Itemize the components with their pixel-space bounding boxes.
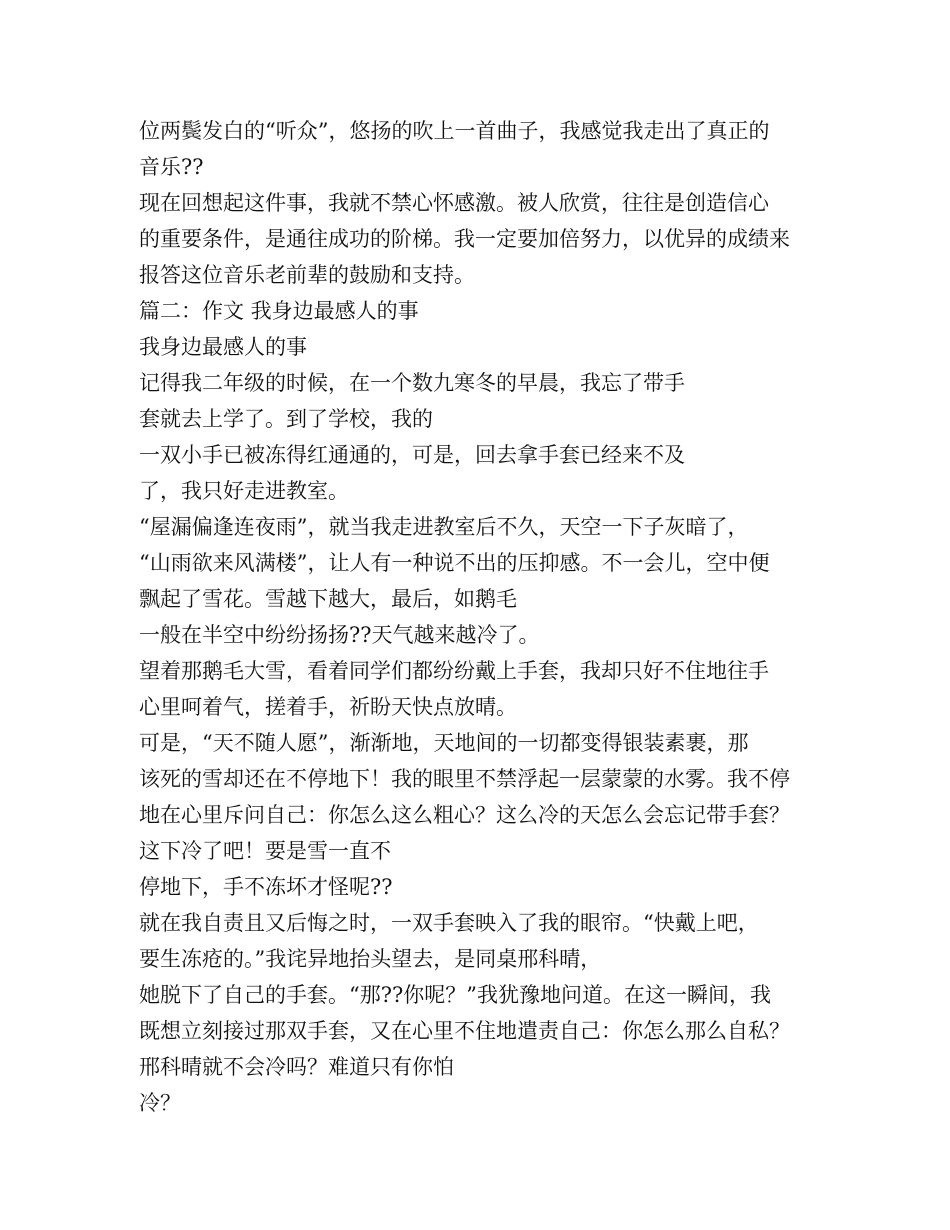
text-line: 可是，“天不随人愿”，渐渐地，天地间的一切都变得银装素裹，那: [139, 731, 749, 755]
text-line: “屋漏偏逢连夜雨”，就当我走进教室后不久，天空一下子灰暗了，: [139, 515, 749, 539]
text-line: 望着那鹅毛大雪，看着同学们都纷纷戴上手套，我却只好不住地往手: [139, 659, 769, 683]
text-line: 的重要条件，是通往成功的阶梯。我一定要加倍努力，以优异的成绩来: [139, 227, 790, 251]
text-line: 一双小手已被冻得红通通的，可是，回去拿手套已经来不及: [139, 443, 685, 467]
text-line: 这下冷了吧！要是雪一直不: [139, 839, 391, 863]
essay-title: 我身边最感人的事: [139, 335, 307, 359]
text-line: 现在回想起这件事，我就不禁心怀感激。被人欣赏，往往是创造信心: [139, 191, 769, 215]
text-line: 位两鬓发白的“听众”，悠扬的吹上一首曲子，我感觉我走出了真正的: [139, 119, 770, 143]
text-line: 就在我自责且又后悔之时，一双手套映入了我的眼帘。“快戴上吧，: [139, 911, 759, 935]
text-line: 了，我只好走进教室。: [139, 479, 349, 503]
text-line: 套就去上学了。到了学校，我的: [139, 407, 433, 431]
text-line: 她脱下了自己的手套。“那??你呢？”我犹豫地问道。在这一瞬间，我: [139, 983, 771, 1007]
text-line: 该死的雪却还在不停地下！我的眼里不禁浮起一层蒙蒙的水雾。我不停: [139, 767, 790, 791]
section-heading: 篇二：作文 我身边最感人的事: [139, 299, 419, 323]
text-line: 记得我二年级的时候，在一个数九寒冬的早晨，我忘了带手: [139, 371, 685, 395]
text-line: 心里呵着气，搓着手，祈盼天快点放晴。: [139, 695, 517, 719]
text-line: 要生冻疮的。”我诧异地抬头望去，是同桌邢科晴，: [139, 947, 602, 971]
text-line: 停地下，手不冻坏才怪呢??: [139, 875, 393, 899]
text-line: 飘起了雪花。雪越下越大，最后，如鹅毛: [139, 587, 517, 611]
text-line: 地在心里斥问自己：你怎么这么粗心？这么冷的天怎么会忘记带手套？: [139, 803, 790, 827]
text-line: “山雨欲来风满楼”，让人有一种说不出的压抑感。不一会儿，空中便: [139, 551, 770, 575]
text-line: 一般在半空中纷纷扬扬??天气越来越冷了。: [139, 623, 540, 647]
text-line: 既想立刻接过那双手套，又在心里不住地遣责自己：你怎么那么自私？: [139, 1019, 790, 1043]
text-line: 音乐??: [139, 155, 204, 179]
text-line: 冷？: [139, 1091, 181, 1115]
text-line: 报答这位音乐老前辈的鼓励和支持。: [139, 263, 475, 287]
text-line: 邢科晴就不会冷吗？难道只有你怕: [139, 1055, 454, 1079]
